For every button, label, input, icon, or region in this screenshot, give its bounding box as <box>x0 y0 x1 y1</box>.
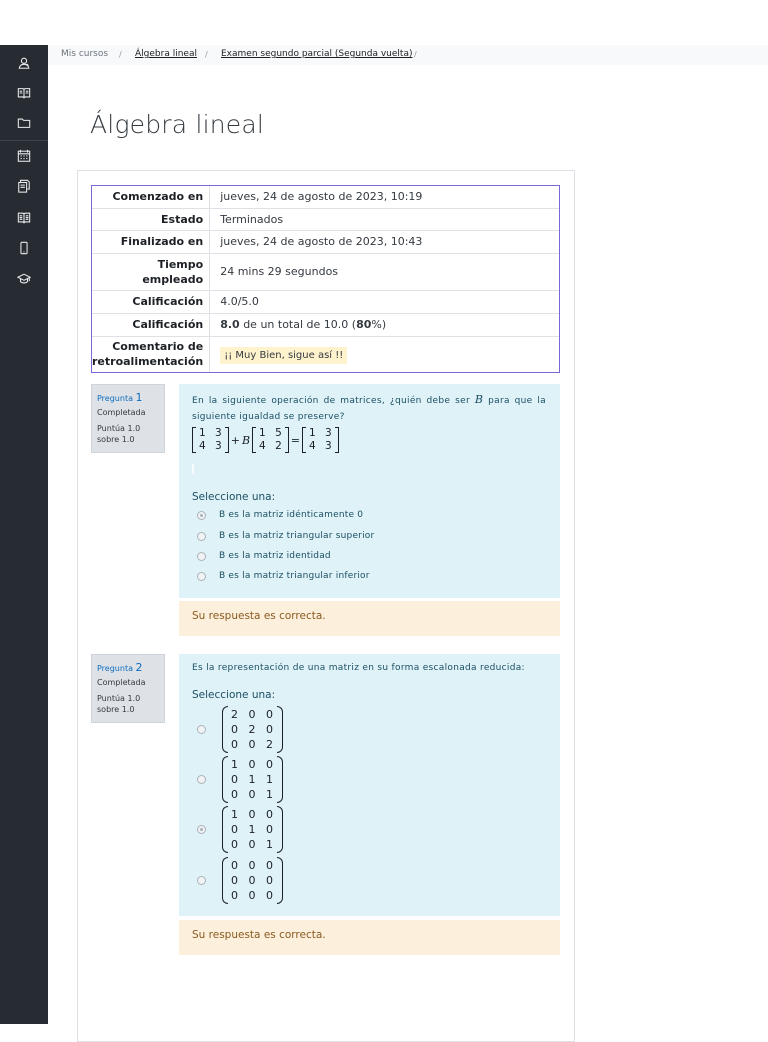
matrix-row: 0 0 2 <box>231 738 277 751</box>
summary-label-line: retroalimentación <box>92 355 204 369</box>
matrix-left <box>192 427 229 453</box>
answer-label[interactable]: B es la matriz triangular superior <box>219 531 375 541</box>
matrix-row: 0 0 1 <box>231 788 277 801</box>
summary-label: Finalizado en <box>92 230 210 253</box>
text-caret <box>192 464 194 474</box>
question-grade-line: Puntúa 1.0 <box>97 424 141 433</box>
answer-label[interactable]: B es la matriz triangular inferior <box>219 571 370 581</box>
equals-sign: = <box>290 433 300 447</box>
question-variable: B <box>474 393 484 406</box>
select-prompt: Seleccione una: <box>192 491 276 503</box>
answer-option[interactable] <box>197 571 370 581</box>
answer-option[interactable] <box>197 551 331 561</box>
question-label: Pregunta <box>97 394 133 403</box>
question-text <box>192 392 546 425</box>
breadcrumb-separator: / <box>119 50 122 59</box>
summary-value: Terminados <box>210 208 559 230</box>
summary-label: Estado <box>92 208 210 230</box>
summary-row <box>92 230 559 253</box>
summary-label <box>92 253 210 290</box>
question-text-part: para que la siguiente igualdad se preserve? <box>192 396 546 422</box>
answer-option[interactable] <box>197 531 374 541</box>
summary-row <box>92 313 559 336</box>
breadcrumb-separator: / <box>414 50 417 59</box>
matrix-cell: 5 <box>275 427 285 439</box>
matrix-cell: 3 <box>325 440 335 452</box>
summary-row <box>92 208 559 230</box>
file-copy-icon[interactable] <box>0 176 48 196</box>
question-label: Pregunta <box>97 664 133 673</box>
question-feedback-1 <box>179 601 560 636</box>
question-content-1 <box>179 384 560 598</box>
summary-value: jueves, 24 de agosto de 2023, 10:19 <box>210 186 559 208</box>
summary-label: Calificación <box>92 290 210 313</box>
breadcrumb-item-mis-cursos[interactable]: Mis cursos <box>61 49 109 59</box>
matrix-row: 1 0 0 <box>231 808 277 821</box>
matrix-cell: 3 <box>325 427 335 439</box>
mobile-icon[interactable] <box>0 238 48 258</box>
question-state: Completada <box>97 678 146 687</box>
radio-button[interactable] <box>197 552 206 561</box>
user-icon[interactable] <box>0 53 48 73</box>
summary-label: Comenzado en <box>92 186 210 208</box>
matrix-row: 0 0 0 <box>231 889 277 902</box>
summary-value <box>210 313 559 336</box>
question-text: Es la representación de una matriz en su forma escalonada reducida: <box>192 663 525 673</box>
answer-label[interactable]: B es la matriz identidad <box>219 551 331 561</box>
answer-option[interactable] <box>197 510 363 520</box>
matrix-equation <box>192 427 339 453</box>
matrix-option[interactable] <box>222 757 283 802</box>
sidebar-divider <box>0 140 48 141</box>
feedback-text: Su respuesta es correcta. <box>192 929 326 941</box>
summary-row <box>92 186 559 208</box>
attempt-summary-table <box>91 185 560 373</box>
matrix-cell: 4 <box>199 440 209 452</box>
answer-option[interactable] <box>197 807 283 852</box>
question-grade <box>97 693 159 715</box>
matrix-cell: 4 <box>259 440 269 452</box>
page-title: Álgebra lineal <box>90 110 265 139</box>
book-icon[interactable] <box>0 83 48 103</box>
summary-row <box>92 253 559 290</box>
radio-button[interactable] <box>197 775 206 784</box>
answer-option[interactable] <box>197 757 283 802</box>
summary-value: 24 mins 29 segundos <box>210 253 559 290</box>
calendar-icon[interactable] <box>0 146 48 166</box>
summary-label: Calificación <box>92 313 210 336</box>
matrix-cell: 4 <box>308 440 319 452</box>
question-grade <box>97 423 159 445</box>
matrix-option[interactable] <box>222 807 283 852</box>
grade-total: de un total de 10.0 ( <box>239 318 357 331</box>
question-grade-line: sobre 1.0 <box>97 435 135 444</box>
matrix-row: 0 0 0 <box>231 859 277 872</box>
radio-button[interactable] <box>197 511 206 520</box>
question-grade-line: sobre 1.0 <box>97 705 135 714</box>
matrix-row: 0 0 1 <box>231 838 277 851</box>
summary-value <box>210 336 559 372</box>
summary-label <box>92 336 210 372</box>
matrix-row: 2 0 0 <box>231 708 277 721</box>
summary-row <box>92 336 559 372</box>
matrix-cell: 1 <box>199 427 209 439</box>
feedback-text: Su respuesta es correcta. <box>192 610 326 622</box>
matrix-row: 0 1 0 <box>231 823 277 836</box>
matrix-row: 1 0 0 <box>231 758 277 771</box>
breadcrumb-item-course[interactable]: Álgebra lineal <box>135 49 197 59</box>
matrix-row: 0 1 1 <box>231 773 277 786</box>
radio-button[interactable] <box>197 725 206 734</box>
summary-row <box>92 290 559 313</box>
matrix-cell: 1 <box>308 427 319 439</box>
radio-button[interactable] <box>197 532 206 541</box>
question-grade-line: Puntúa 1.0 <box>97 694 141 703</box>
left-sidebar <box>0 45 48 1024</box>
summary-label-line: empleado <box>142 272 204 286</box>
question-number-value: 1 <box>135 391 143 404</box>
matrix-option[interactable] <box>222 707 283 752</box>
answer-option[interactable] <box>197 858 283 903</box>
breadcrumb-separator: / <box>205 50 208 59</box>
matrix-cell: 2 <box>275 440 285 452</box>
question-content-2 <box>179 654 560 916</box>
summary-value: 4.0/5.0 <box>210 290 559 313</box>
summary-label-line: Comentario de <box>112 340 204 354</box>
folder-icon[interactable] <box>0 113 48 133</box>
matrix-option[interactable] <box>222 858 283 903</box>
question-number <box>97 661 159 674</box>
plus-sign: + <box>230 433 240 447</box>
radio-button[interactable] <box>197 876 206 885</box>
summary-label-line: Tiempo <box>157 257 204 271</box>
graduation-cap-icon[interactable] <box>0 269 48 289</box>
grade-suffix: %) <box>371 318 387 331</box>
matrix-right <box>302 427 339 453</box>
book-open-icon[interactable] <box>0 208 48 228</box>
radio-button[interactable] <box>197 572 206 581</box>
radio-button[interactable] <box>197 825 206 834</box>
question-info-2 <box>91 654 165 723</box>
question-number-value: 2 <box>135 661 143 674</box>
matrix-cell: 1 <box>259 427 269 439</box>
feedback-badge: ¡¡ Muy Bien, sigue así !! <box>220 347 347 364</box>
answer-label[interactable]: B es la matriz idénticamente 0 <box>219 510 364 520</box>
question-state: Completada <box>97 408 146 417</box>
matrix-cell: 3 <box>215 427 225 439</box>
summary-value: jueves, 24 de agosto de 2023, 10:43 <box>210 230 559 253</box>
grade-value: 8.0 <box>220 318 240 331</box>
question-text-part: En la siguiente operación de matrices, ¿quién debe ser <box>192 396 470 406</box>
question-number <box>97 391 159 404</box>
question-info-1 <box>91 384 165 453</box>
matrix-row: 0 2 0 <box>231 723 277 736</box>
matrix-mid <box>252 427 289 453</box>
matrix-row: 0 0 0 <box>231 874 277 887</box>
select-prompt: Seleccione una: <box>192 689 276 701</box>
breadcrumb-item-exam[interactable]: Examen segundo parcial (Segunda vuelta) <box>221 49 413 59</box>
breadcrumb <box>48 45 768 65</box>
grade-percent: 80 <box>356 318 372 331</box>
question-feedback-2 <box>179 920 560 955</box>
answer-option[interactable] <box>197 707 283 752</box>
matrix-cell: 3 <box>215 440 225 452</box>
matrix-variable: B <box>241 433 251 447</box>
